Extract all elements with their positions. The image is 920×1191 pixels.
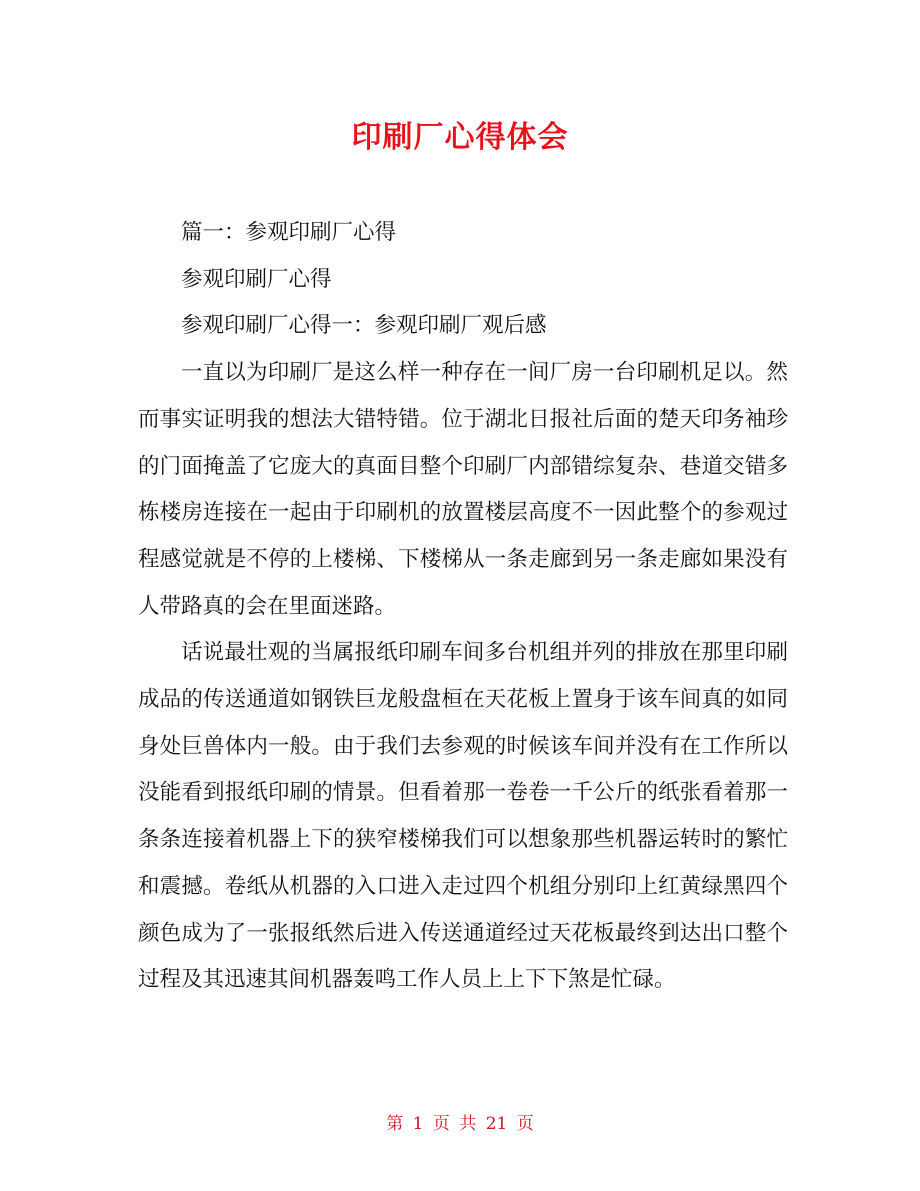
document-body xyxy=(138,210,788,1004)
body-paragraph: 一直以为印刷厂是这么样一种存在一间厂房一台印刷机足以。然而事实证明我的想法大错特错。位于湖北日报社后面的楚天印务袖珍的门面掩盖了它庞大的真面目整个印刷厂内部错综复杂、巷道交错多栋楼房连接在一起由于印刷机的放置楼层高度不一因此整个的参观过程感觉就是不停的上楼梯、下楼梯从一条走廊到另一条走廊如果没有人带路真的会在里面迷路。 xyxy=(138,360,788,619)
article-heading: 参观印刷厂心得一：参观印刷厂观后感 xyxy=(181,313,547,339)
page-number-footer: 第 1 页 共 21 页 xyxy=(386,1114,534,1134)
subsection-heading: 参观印刷厂心得 xyxy=(181,266,332,292)
section-heading: 篇一：参观印刷厂心得 xyxy=(181,220,397,245)
body-paragraph: 话说最壮观的当属报纸印刷车间多台机组并列的排放在那里印刷成品的传送通道如钢铁巨龙般盘桓在天花板上置身于该车间真的如同身处巨兽体内一般。由于我们去参观的时候该车间并没有在工作所以没能看到报纸印刷的情景。但看着那一卷卷一千公斤的纸张看着那一条条连接着机器上下的狭窄楼梯我们可以想象那些机器运转时的繁忙和震撼。卷纸从机器的入口进入走过四个机组分别印上红黄绿黑四个颜色成为了一张报纸然后进入传送通道经过天花板最终到达出口整个过程及其迅速其间机器轰鸣工作人员上上下下煞是忙碌。 xyxy=(138,640,788,993)
document-title: 印刷厂心得体会 xyxy=(351,120,569,155)
